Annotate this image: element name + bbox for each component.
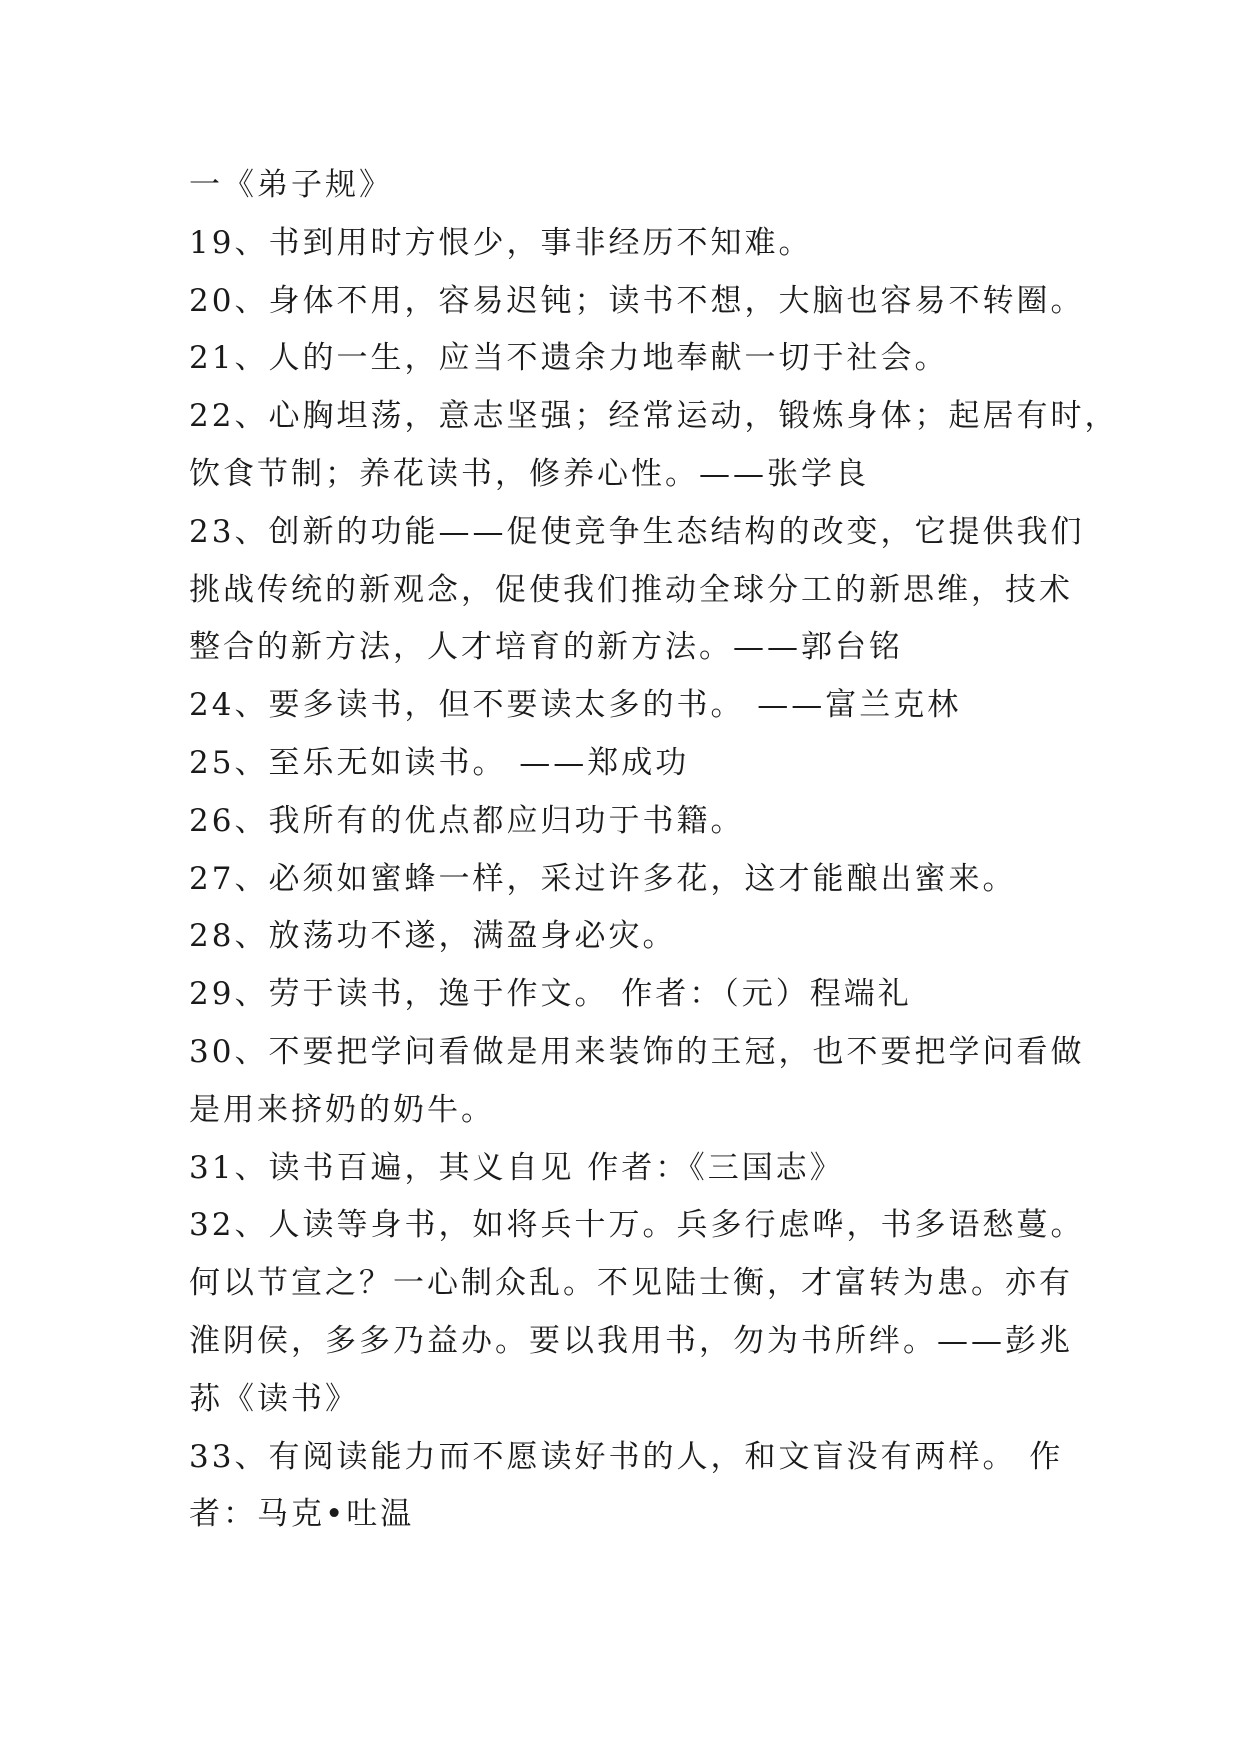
- text-line: 挑战传统的新观念，促使我们推动全球分工的新思维，技术: [189, 571, 1073, 608]
- document-body: [189, 157, 1119, 1544]
- text-line: 32、人读等身书，如将兵十万。兵多行虑哗，书多语愁蔓。: [189, 1207, 1085, 1244]
- text-line: 26、我所有的优点都应归功于书籍。: [189, 802, 745, 839]
- text-line: 24、要多读书，但不要读太多的书。 ——富兰克林: [189, 687, 962, 724]
- text-line: 是用来挤奶的奶牛。: [189, 1091, 495, 1128]
- text-line: 31、读书百遍，其义自见 作者：《三国志》: [189, 1149, 844, 1186]
- text-line: 29、劳于读书，逸于作文。 作者：（元）程端礼: [189, 976, 912, 1013]
- text-line: 28、放荡功不遂，满盈身必灾。: [189, 918, 677, 955]
- text-line: 饮食节制；养花读书，修养心性。——张学良: [189, 455, 869, 492]
- text-line: 25、至乐无如读书。 ——郑成功: [189, 744, 690, 781]
- text-line: 27、必须如蜜蜂一样，采过许多花，这才能酿出蜜来。: [189, 860, 1017, 897]
- text-line: 20、身体不用，容易迟钝；读书不想，大脑也容易不转圈。: [189, 282, 1085, 319]
- text-line: 整合的新方法，人才培育的新方法。——郭台铭: [189, 629, 903, 666]
- text-line: 荪《读书》: [189, 1380, 359, 1417]
- heading-line: 一《弟子规》: [189, 167, 393, 203]
- text-line: 33、有阅读能力而不愿读好书的人，和文盲没有两样。 作: [189, 1438, 1064, 1475]
- text-line: 19、书到用时方恨少，事非经历不知难。: [189, 224, 813, 261]
- text-line: 淮阴侯，多多乃益办。要以我用书，勿为书所绊。——彭兆: [189, 1322, 1073, 1359]
- text-line: 何以节宣之？一心制众乱。不见陆士衡，才富转为患。亦有: [189, 1265, 1073, 1302]
- text-line: 30、不要把学问看做是用来装饰的王冠，也不要把学问看做: [189, 1033, 1085, 1070]
- text-line: 者：马克•吐温: [189, 1496, 415, 1533]
- text-line: 23、创新的功能——促使竞争生态结构的改变，它提供我们: [189, 513, 1085, 550]
- text-line: 22、心胸坦荡，意志坚强；经常运动，锻炼身体；起居有时，: [189, 398, 1119, 435]
- text-line: 21、人的一生，应当不遗余力地奉献一切于社会。: [189, 340, 949, 377]
